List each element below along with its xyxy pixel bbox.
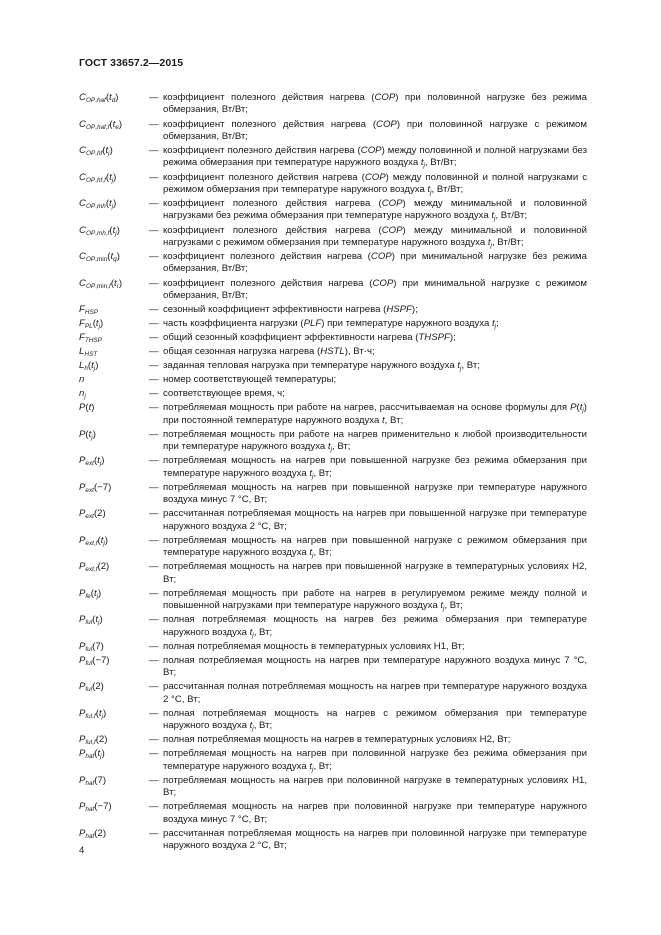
definition-symbol: P(t) xyxy=(79,402,95,414)
definition-dash: — xyxy=(149,801,159,813)
definition-dash: — xyxy=(149,481,159,493)
definition-dash: — xyxy=(149,587,159,599)
definitions-list xyxy=(79,92,587,854)
definition-text: общая сезонная нагрузка нагрева (HSTL), Вт·ч; xyxy=(163,346,375,358)
definition-row xyxy=(79,92,587,117)
definition-symbol: $C_{OP,min}(t_q)$ xyxy=(79,251,120,263)
definition-dash: — xyxy=(149,318,159,330)
definition-dash: — xyxy=(149,388,159,400)
definition-dash: — xyxy=(149,428,159,440)
definition-symbol: $P_{ful}(7)$ xyxy=(79,640,104,653)
definition-dash: — xyxy=(149,774,159,786)
definition-text: коэффициент полезного действия нагрева (COP) при половинной нагрузке без режима обмерзания, Вт/Вт; xyxy=(163,92,587,116)
definition-dash: — xyxy=(149,374,159,386)
definition-dash: — xyxy=(149,224,159,236)
definition-dash: — xyxy=(149,304,159,315)
definition-text: потребляемая мощность на нагрев при повышенной нагрузке в температурных условиях Н2, Вт; xyxy=(163,561,587,585)
definition-text: общий сезонный коэффициент эффективности нагрева (THSPF); xyxy=(163,332,456,344)
definition-text: потребляемая мощность на нагрев при повышенной нагрузке без режима обмерзания при температуре наружного воздуха $t_j$, Вт; xyxy=(163,455,587,480)
definition-symbol: $C_{OP,haf}(t_d)$ xyxy=(79,92,119,104)
definition-dash: — xyxy=(149,332,159,344)
definition-symbol: $P_{ext,f}(2)$ xyxy=(79,561,110,574)
definition-symbol: $P_{ful}(-7)$ xyxy=(79,654,110,667)
definition-symbol: $C_{OP,mh,f}(t_j)$ xyxy=(79,224,120,237)
definition-text: соответствующее время, ч; xyxy=(163,388,285,400)
definition-dash: — xyxy=(149,402,159,414)
definition-symbol: $P_{ext}(2)$ xyxy=(79,508,106,521)
definition-text: заданная тепловая нагрузка при температуре наружного воздуха $t_j$, Вт; xyxy=(163,360,480,373)
definition-dash: — xyxy=(149,681,159,693)
definition-dash: — xyxy=(149,734,159,746)
definition-text: номер соответствующей температуры; xyxy=(163,374,337,386)
definition-dash: — xyxy=(149,707,159,719)
definition-symbol: n xyxy=(79,374,85,386)
definition-row xyxy=(79,734,587,746)
definition-text: потребляемая мощность на нагрев при повышенной нагрузке с режимом обмерзания при температуре наружного воздуха $t_j$, Вт; xyxy=(163,534,587,560)
definition-text: сезонный коэффициент эффективности нагрева (HSPF); xyxy=(163,304,418,315)
definition-dash: — xyxy=(149,277,159,289)
definition-row xyxy=(79,535,587,560)
definition-dash: — xyxy=(149,251,159,262)
definition-text: коэффициент полезного действия нагрева (COP) при половинной нагрузке с режимом обмерзания, Вт/Вт; xyxy=(163,118,587,142)
definition-row xyxy=(79,775,587,800)
definition-text: часть коэффициента нагрузки (PLF) при температуре наружного воздуха $t_j$; xyxy=(163,318,499,331)
definition-row xyxy=(79,225,587,250)
definition-text: потребляемая мощность на нагрев при повышенной нагрузке при температуре наружного воздуха минус 7 °С, Вт; xyxy=(163,481,587,506)
definition-symbol: $C_{OP,mh}(t_j)$ xyxy=(79,198,117,210)
definition-dash: — xyxy=(149,346,159,358)
definition-symbol: $P_{ext,f}(t_j)$ xyxy=(79,534,108,547)
definition-dash: — xyxy=(149,654,159,666)
definition-symbol: $C_{OP,min,f}(t_r)$ xyxy=(79,277,123,290)
definition-symbol: $P(t_j)$ xyxy=(79,428,96,441)
definition-row xyxy=(79,374,587,386)
definition-dash: — xyxy=(149,455,159,467)
definition-dash: — xyxy=(149,360,159,372)
definition-text: потребляемая мощность на нагрев при половинной нагрузке без режима обмерзания при температуре наружного воздуха $t_j$, Вт; xyxy=(163,748,587,773)
definition-text: рассчитанная потребляемая мощность на нагрев при повышенной нагрузке при температуре наружного воздуха 2 °С, Вт; xyxy=(163,508,587,532)
definition-row xyxy=(79,748,587,773)
definition-row xyxy=(79,318,587,330)
definition-text: полная потребляемая мощность на нагрев с режимом обмерзания при температуре наружного воздуха $t_j$, Вт; xyxy=(163,707,587,733)
definition-symbol: $P_{ful,f}(2)$ xyxy=(79,734,108,747)
page-number: 4 xyxy=(79,845,85,856)
definition-text: полная потребляемая мощность на нагрев в температурных условиях Н2, Вт; xyxy=(163,734,511,746)
definition-symbol: $C_{OP,hf,f}(t_j)$ xyxy=(79,171,117,184)
definition-dash: — xyxy=(149,508,159,520)
definition-text: потребляемая мощность на нагрев при половинной нагрузке при температуре наружного воздуха минус 7 °С, Вт; xyxy=(163,801,587,825)
definition-symbol: $F_{PL}(t_j)$ xyxy=(79,318,104,331)
definition-symbol: $C_{OP,haf,f}(t_e)$ xyxy=(79,118,123,131)
definition-symbol: $F_{THSP}$ xyxy=(79,332,102,345)
definition-dash: — xyxy=(149,748,159,760)
definition-row xyxy=(79,346,587,358)
definition-row xyxy=(79,402,587,427)
definition-row xyxy=(79,388,587,400)
definition-dash: — xyxy=(149,198,159,209)
definition-symbol: $P_{ful,f}(t_j)$ xyxy=(79,707,107,720)
definition-symbol: $L_h(t_j)$ xyxy=(79,360,99,373)
definition-dash: — xyxy=(149,118,159,130)
definition-symbol: $L_{HST}$ xyxy=(79,346,98,359)
definition-row xyxy=(79,172,587,197)
definition-symbol: $P_{ful}(t_j)$ xyxy=(79,614,103,627)
definition-dash: — xyxy=(149,534,159,546)
definition-row xyxy=(79,251,587,276)
definition-text: потребляемая мощность на нагрев при половинной нагрузке в температурных условиях Н1, Вт; xyxy=(163,774,587,799)
definition-symbol: $P_{haf}(-7)$ xyxy=(79,801,112,814)
definition-symbol: $P_{ful}(2)$ xyxy=(79,681,104,694)
definition-text: потребляемая мощность при работе на нагрев, рассчитываемая на основе формулы для $P(t_j)$ при постоянной температуре наружного воздуха t, Вт; xyxy=(163,402,587,426)
definition-row xyxy=(79,561,587,586)
definition-dash: — xyxy=(149,92,159,103)
definition-row xyxy=(79,801,587,826)
definition-dash: — xyxy=(149,145,159,156)
definition-row xyxy=(79,304,587,316)
definition-row xyxy=(79,145,587,170)
definition-row xyxy=(79,198,587,223)
definition-text: коэффициент полезного действия нагрева (COP) между минимальной и половинной нагрузками с режимом обмерзания при температуре наружного воздуха $t_j$, Вт/Вт; xyxy=(163,224,587,249)
definition-symbol: $P_{ext}(-7)$ xyxy=(79,481,112,494)
definition-dash: — xyxy=(149,561,159,573)
definition-symbol: $P_{fe}(t_j)$ xyxy=(79,587,102,600)
definition-text: коэффициент полезного действия нагрева (COP) между минимальной и половинной нагрузками без режима обмерзания при температуре наружного воздуха $t_j$, Вт/Вт; xyxy=(163,198,587,223)
definition-row xyxy=(79,360,587,372)
definition-symbol: $P_{haf}(2)$ xyxy=(79,827,107,840)
definition-row xyxy=(79,641,587,653)
definition-text: потребляемая мощность при работе на нагрев применительно к любой производительности при температуре наружного воздуха $t_j$, Вт; xyxy=(163,428,587,454)
definition-dash: — xyxy=(149,171,159,183)
definition-symbol: $P_{ext}(t_j)$ xyxy=(79,455,105,468)
definition-text: полная потребляемая мощность на нагрев при температуре наружного воздуха минус 7 °С, Вт; xyxy=(163,654,587,679)
definition-row xyxy=(79,655,587,680)
definition-row xyxy=(79,681,587,706)
definition-text: коэффициент полезного действия нагрева (COP) между половинной и полной нагрузками с режимом обмерзания при температуре наружного воздуха $t_j$, Вт/Вт; xyxy=(163,171,587,196)
definition-symbol: $P_{haf}(7)$ xyxy=(79,774,107,787)
definition-row xyxy=(79,332,587,344)
definition-row xyxy=(79,588,587,613)
definition-symbol: $P_{haf}(t_j)$ xyxy=(79,748,105,761)
definition-symbol: $n_j$ xyxy=(79,388,86,401)
definition-text: коэффициент полезного действия нагрева (COP) между половинной и полной нагрузками без режима обмерзания при температуре наружного воздуха $t_j$, Вт/Вт; xyxy=(163,145,587,170)
definition-row xyxy=(79,614,587,639)
definition-text: коэффициент полезного действия нагрева (COP) при минимальной нагрузке с режимом обмерзания, Вт/Вт; xyxy=(163,277,587,301)
definition-dash: — xyxy=(149,827,159,839)
definition-row xyxy=(79,482,587,507)
definition-dash: — xyxy=(149,614,159,626)
definition-row xyxy=(79,278,587,303)
definition-dash: — xyxy=(149,640,159,652)
definition-text: полная потребляемая мощность в температурных условиях Н1, Вт; xyxy=(163,640,465,652)
definition-text: потребляемая мощность при работе на нагрев в регулируемом режиме между полной и повышенной нагрузками при температуре наружного воздуха $t_j$, Вт; xyxy=(163,587,587,613)
definition-text: полная потребляемая мощность на нагрев без режима обмерзания при температуре наружного воздуха $t_j$, Вт; xyxy=(163,614,587,639)
document-header: ГОСТ 33657.2—2015 xyxy=(79,57,184,69)
definition-text: рассчитанная потребляемая мощность на нагрев при половинной нагрузке при температуре наружного воздуха 2 °С, Вт; xyxy=(163,827,587,852)
definition-symbol: $C_{OP,hf}(t_j)$ xyxy=(79,145,113,157)
definition-row xyxy=(79,828,587,853)
definition-symbol: $F_{HSP}$ xyxy=(79,304,99,316)
definition-row xyxy=(79,508,587,533)
definition-text: коэффициент полезного действия нагрева (COP) при минимальной нагрузке без режима обмерзания, Вт/Вт; xyxy=(163,251,587,275)
definition-row xyxy=(79,429,587,454)
definition-text: рассчитанная полная потребляемая мощность на нагрев при температуре наружного воздуха 2 °С, Вт; xyxy=(163,681,587,705)
definition-row xyxy=(79,455,587,480)
definition-row xyxy=(79,708,587,733)
definition-row xyxy=(79,119,587,144)
